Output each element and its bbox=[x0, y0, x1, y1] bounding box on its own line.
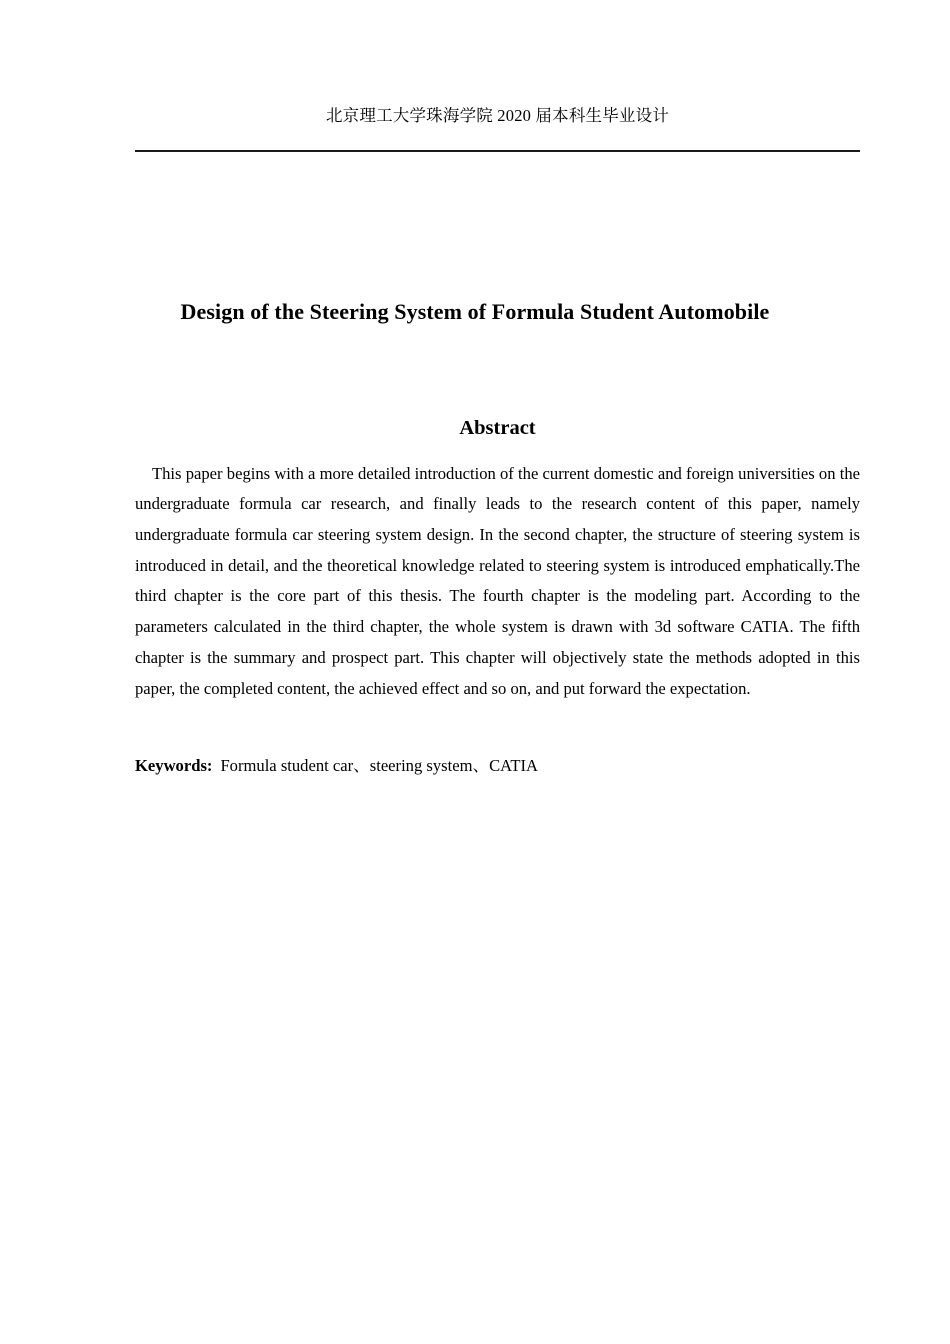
keywords-label: Keywords: bbox=[135, 756, 213, 775]
keywords-line bbox=[135, 752, 860, 780]
keywords-values: Formula student car、steering system、CATIA bbox=[220, 756, 538, 775]
abstract-heading: Abstract bbox=[459, 417, 536, 439]
page-title: Design of the Steering System of Formula Student Automobile bbox=[180, 298, 770, 324]
running-header-text: 北京理工大学珠海学院 2020 届本科生毕业设计 bbox=[325, 106, 670, 125]
page-running-header bbox=[135, 104, 860, 128]
abstract-body-text: This paper begins with a more detailed introduction of the current domestic and foreign universities on the undergraduate formula car research, and finally leads to the research content of this paper, namely undergraduate formula car steering system design. In the second chapter, the structure of steering system is introduced in detail, and the theoretical knowledge related to steering system is introduced emphatically.The third chapter is the core part of this thesis. The fourth chapter is the modeling part. According to the parameters calculated in the third chapter, the whole system is drawn with 3d software CATIA. The fifth chapter is the summary and prospect part. This chapter will objectively state the methods adopted in this paper, the completed content, the achieved effect and so on, and put forward the expectation. bbox=[135, 463, 860, 698]
header-divider-rule bbox=[135, 150, 860, 152]
